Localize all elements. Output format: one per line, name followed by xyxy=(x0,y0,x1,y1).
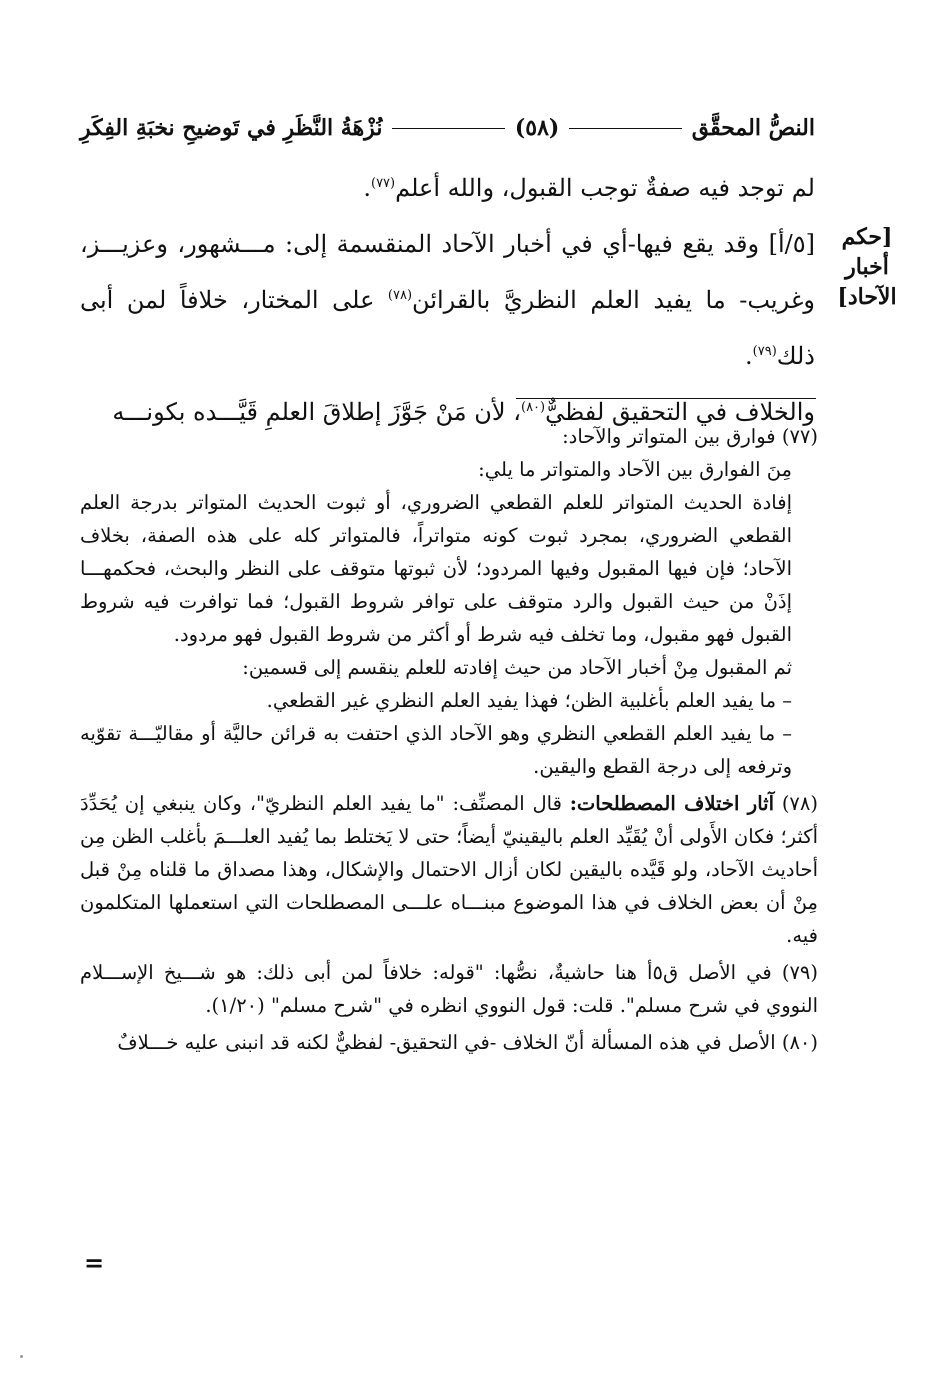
margin-heading xyxy=(822,222,912,312)
margin-heading-line2: أخبار xyxy=(845,254,889,280)
footnote-separator xyxy=(516,398,816,399)
footnote-77 xyxy=(80,420,818,783)
footnote-78-number: (٧٨) xyxy=(781,792,818,815)
footnote-78-heading: آثار اختلاف المصطلحات: xyxy=(569,792,774,815)
footnote-78-text: قال المصنِّف: "ما يفيد العلم النظريّ"، وكان ينبغي إن يُحَدِّدَ أكثر؛ فكان الأَولى أنْ يُقَيِّد العلم باليقينيّ أيضاً؛ حتى لا يَختلط بما يُفيد العلـــمَ بأغلب الظن مِن أحاديث الآحاد، ولو قَيَّده باليقين لكان أزال الاحتمال والإشكال، وهذا مصداق ما قلناه مِنْ قبل مِنْ أن بعض الخلاف في هذا الموضوع مبنـــاه علـــى المصطلحات التي استعملها المتكلمون فيه. xyxy=(80,792,818,947)
header-left-title: نُزْهَةُ النَّظَرِ في تَوضيحِ نخبَةِ الفِكَرِ xyxy=(80,115,383,141)
footnote-77-line4: – ما يفيد العلم بأغلبية الظن؛ فهذا يفيد العلم النظري غير القطعي. xyxy=(266,689,792,712)
main-paragraph-3: والخلاف في التحقيق لفظيٌّ$^{(٨٠)}$، لأن مَنْ جَوَّزَ إطلاقَ العلمِ قَيَّـــده بكونـــه xyxy=(112,398,815,426)
page-number: (٥٨) xyxy=(514,115,560,141)
header-rule-left xyxy=(392,128,504,129)
footnote-77-title: (٧٧) فوارق بين المتواتر والآحاد: xyxy=(562,425,818,448)
scan-speck xyxy=(20,1355,23,1358)
footnote-77-line1: مِنَ الفوارق بين الآحاد والمتواتر ما يلي: xyxy=(478,458,792,481)
continuation-mark: = xyxy=(84,1248,105,1277)
footnote-79: (٧٩) في الأصل ق٥أ هنا حاشيةٌ، نصُّها: "قوله: خلافاً لمن أبى ذلك: هو شـــيخ الإســـلام النووي في شرح مسلم". قلت: قول النووي انظره في "شرح مسلم" (١/٢٠). xyxy=(80,961,818,1017)
header-right-title: النصُّ المحقَّق xyxy=(691,115,815,141)
footnote-ref-78[interactable]: (٧٨) xyxy=(387,288,413,303)
footnote-77-line5: – ما يفيد العلم القطعي النظري وهو الآحاد الذي احتفت به قرائن حاليَّة أو مقاليّـــة تقوّيه وترفعه إلى درجة القطع واليقين. xyxy=(80,722,792,778)
footnote-77-line3: ثم المقبول مِنْ أخبار الآحاد من حيث إفادته للعلم ينقسم إلى قسمين: xyxy=(242,656,792,679)
footnote-77-line2: إفادة الحديث المتواتر للعلم القطعي الضروري، أو ثبوت الحديث المتواتر بدرجة العلم القطعي الضروري، بمجرد ثبوت كونه متواتراً، فالمتواتر كله على هذه الصفة، بخلاف الآحاد؛ فإن فيها المقبول وفيها المردود؛ لأن ثبوتها متوقف على النظر والبحث، فحكمهـــا إذَنْ من حيث القبول والرد متوقف على توافر شروط القبول؛ فما توافرت فيه شروط القبول فهو مقبول، وما تخلف فيه شرط أو أكثر من شروط القبول فهو مردود. xyxy=(80,491,792,646)
footnote-ref-80[interactable]: (٨٠) xyxy=(520,400,546,415)
running-header xyxy=(80,108,815,148)
header-rule-right xyxy=(569,128,681,129)
footnote-78 xyxy=(80,787,818,952)
footnotes xyxy=(80,420,818,1063)
footnote-ref-79[interactable]: (٧٩) xyxy=(752,344,777,359)
main-paragraph-2: [٥/أ] وقد يقع فيها-أي في أخبار الآحاد المنقسمة إلى: مـــشهور، وعزيـــز، وغريب- ما يفيد العلم النظريَّ بالقرائن$^{(٧٨)}$ على المختار، خلافاً لمن أبى ذلك$^{(٧٩)}$. xyxy=(80,230,815,370)
margin-heading-line1: [حكم xyxy=(841,224,893,250)
margin-heading-line3: الآحاد] xyxy=(837,284,897,310)
footnote-ref-77[interactable]: (٧٧) xyxy=(370,176,396,191)
main-paragraph-1: لم توجد فيه صفةٌ توجب القبول، والله أعلم$^{(٧٧)}$. xyxy=(363,174,815,202)
footnote-80: (٨٠) الأصل في هذه المسألة أنّ الخلاف -في التحقيق- لفظيٌّ لكنه قد انبنى عليه خـــلافٌ xyxy=(117,1031,818,1054)
